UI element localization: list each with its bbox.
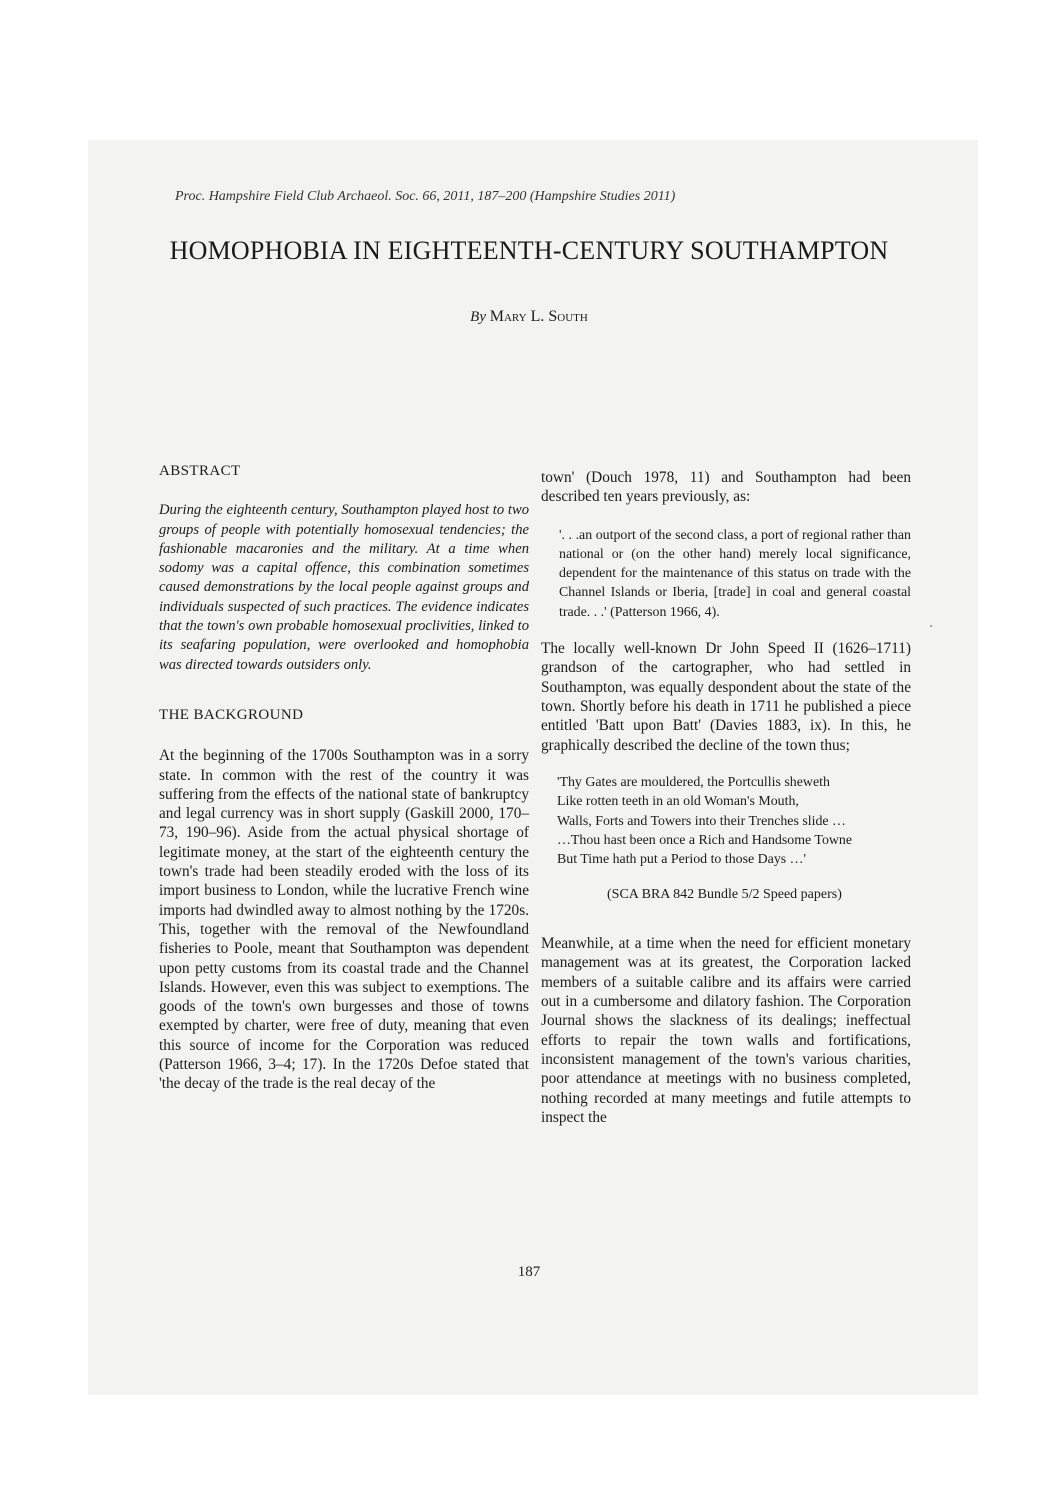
right-column bbox=[541, 468, 911, 1127]
author-name: Mary L. South bbox=[489, 308, 588, 325]
poem-line: …Thou hast been once a Rich and Handsome Towne bbox=[557, 833, 853, 849]
continuation-paragraph: town' (Douch 1978, 11) and Southampton had been described ten years previously, as: bbox=[541, 469, 911, 506]
poem-line: But Time hath put a Period to those Days …' bbox=[557, 852, 807, 868]
left-column bbox=[159, 462, 529, 1094]
journal-citation: Proc. Hampshire Field Club Archaeol. Soc. 66, 2011, 187–200 (Hampshire Studies 2011) bbox=[175, 189, 676, 204]
page-number: 187 bbox=[517, 1264, 541, 1280]
poem-line: Like rotten teeth in an old Woman's Mouth, bbox=[557, 794, 799, 810]
poem-source: (SCA BRA 842 Bundle 5/2 Speed papers) bbox=[607, 886, 842, 902]
background-heading: THE BACKGROUND bbox=[159, 706, 304, 723]
poem-line: Walls, Forts and Towers into their Trenches slide … bbox=[557, 813, 846, 829]
article-title: HOMOPHOBIA IN EIGHTEENTH-CENTURY SOUTHAMPTON bbox=[169, 236, 889, 265]
speed-paragraph: The locally well-known Dr John Speed II (1626–1711) grandson of the cartographer, who had settled in Southampton, was equally despondent about the state of the town. Shortly before his death in 1711 he published a piece entitled 'Batt upon Batt' (Davies 1883, ix). In this, he graphically described the decline of the town thus; bbox=[541, 640, 911, 754]
background-paragraph: At the beginning of the 1700s Southampton was in a sorry state. In common with the rest of the country it was suffering from the effects of the national state of bankruptcy and legal currency was in short supply (Gaskill 2000, 170–73, 190–96). Aside from the actual physical shortage of legitimate money, at the start of the eighteenth century the town's trade had been steadily eroded with the loss of its import business to London, while the lucrative French wine imports had dwindled away to almost nothing by the 1720s. This, together with the removal of the Newfoundland fisheries to Poole, meant that Southampton was dependent upon petty customs from its coastal trade and the Channel Islands. However, even this was subject to exemptions. The goods of the town's own burgesses and those of towns exempted by charter, were free of duty, meaning that even this source of income for the Corporation was reduced (Patterson 1966, 3–4; 17). In the 1720s Defoe stated that 'the decay of the trade is the real decay of the bbox=[159, 747, 529, 1093]
meanwhile-paragraph: Meanwhile, at a time when the need for efficient monetary management was at its greatest, the Corporation lacked members of a suitable calibre and its affairs were carried out in a cumbersome and dilatory fashion. The Corporation Journal shows the slackness of its dealings; ineffectual efforts to repair the town walls and fortifications, inconsistent management of the town's various charities, poor attendance at meetings with no business completed, nothing recorded at many meetings and futile attempts to inspect the bbox=[541, 935, 911, 1126]
poem-quote bbox=[557, 773, 911, 870]
abstract-text: During the eighteenth century, Southampton played host to two groups of people with potentially homosexual tendencies; the fashionable macaronies and the military. At a time when sodomy was a capital offence, this combination sometimes caused demonstrations by the local people against groups and individuals suspected of such practices. The evidence indicates that the town's own probable homosexual proclivities, linked to its seafaring population, were overlooked and homophobia was directed towards outsiders only. bbox=[159, 502, 529, 673]
byline-by: By bbox=[470, 309, 486, 325]
abstract-heading: ABSTRACT bbox=[159, 463, 241, 479]
poem-line: 'Thy Gates are mouldered, the Portcullis sheweth bbox=[557, 774, 830, 790]
byline bbox=[0, 308, 1058, 326]
scan-speck bbox=[930, 625, 932, 627]
block-quote-patterson: '. . .an outport of the second class, a port of regional rather than national or (on the other hand) merely local significance, dependent for the maintenance of this status on trade with the Channel Islands or Iberia, [trade] in coal and general coastal trade. . .' (Patterson 1966, 4). bbox=[559, 527, 911, 620]
